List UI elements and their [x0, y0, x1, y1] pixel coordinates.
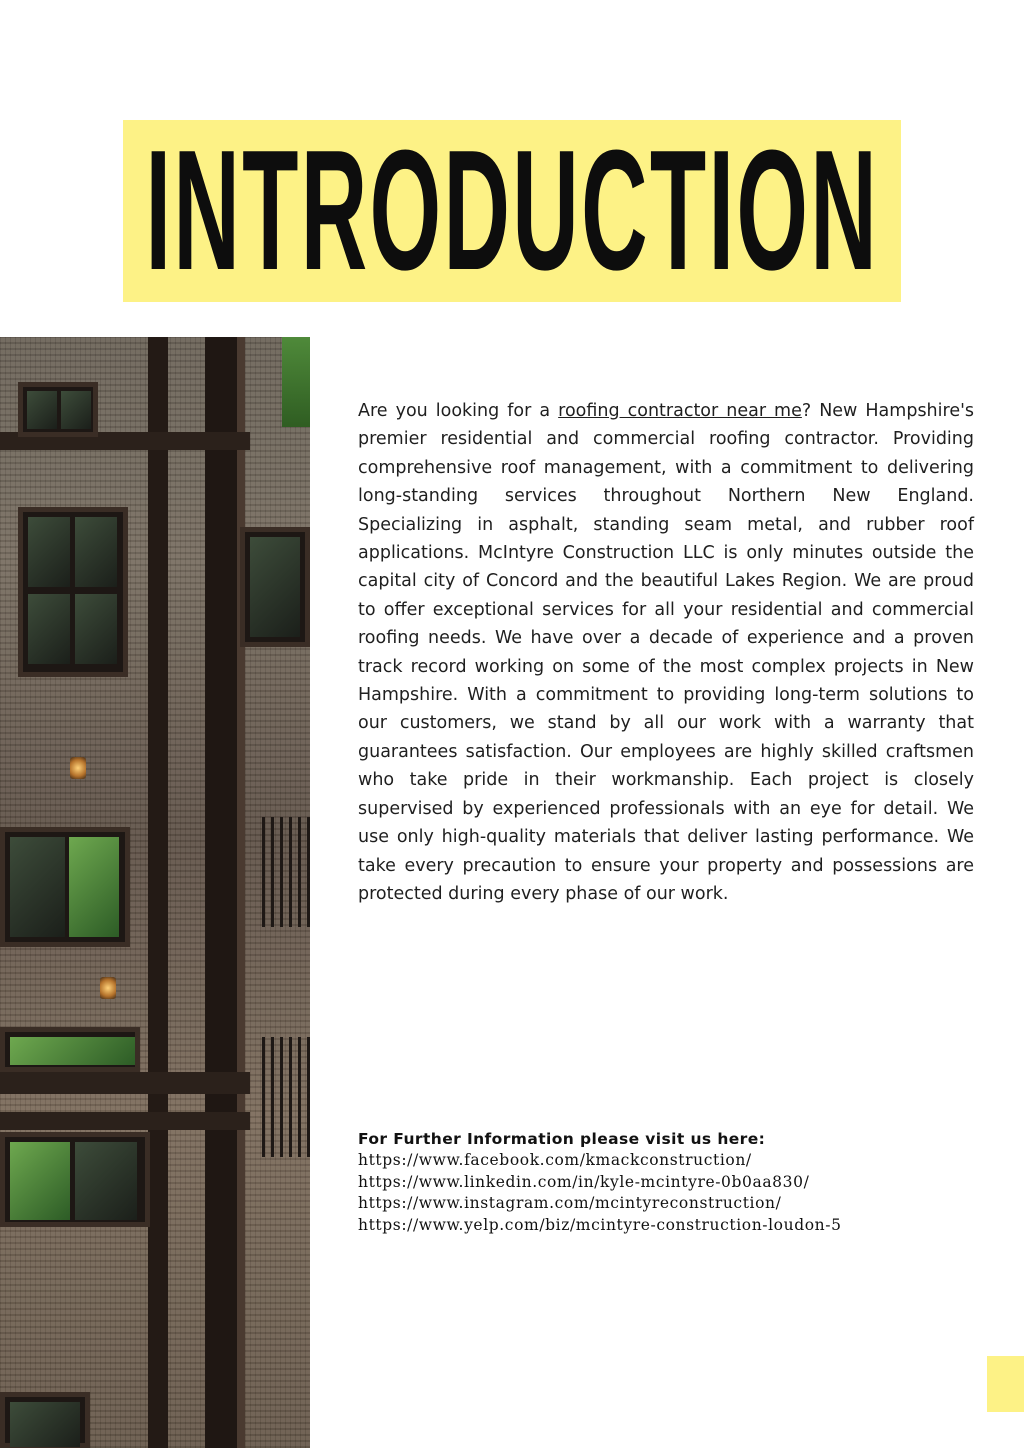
social-links-list — [358, 1150, 998, 1236]
title-banner — [123, 120, 901, 302]
further-info-heading: For Further Information please visit us here: — [358, 1130, 766, 1148]
page-title: INTRODUCTION — [145, 120, 879, 302]
photo-window — [18, 507, 128, 677]
photo-window — [240, 527, 310, 647]
intro-text-rest: ? New Hampshire's premier residential and commercial roofing contractor. Providing comprehensive roof management, with a commitment to delivering long-standing services throughout Northern New England. Specializing in asphalt, standing seam metal, and rubber roof applications. McIntyre Construction LLC is only minutes outside the capital city of Concord and the beautiful Lakes Region. We are proud to offer exceptional services for all your residential and commercial roofing needs. We have over a decade of experience and a proven track record working on some of the most complex projects in New Hampshire. With a commitment to providing long-term solutions to our customers, we stand by all our work with a warranty that guarantees satisfaction. Our employees are highly skilled craftsmen who take pride in their workmanship. Each project is closely supervised by experienced professionals with an eye for detail. We use only high-quality materials that deliver lasting performance. We take every precaution to ensure your property and possessions are protected during every phase of our work. — [358, 401, 975, 904]
photo-post — [148, 337, 168, 1448]
photo-railing — [262, 817, 310, 927]
photo-window — [0, 1027, 140, 1072]
instagram-link[interactable]: https://www.instagram.com/mcintyreconstruction/ — [358, 1194, 782, 1212]
photo-post — [205, 337, 237, 1448]
intro-paragraph — [358, 397, 974, 908]
intro-text-start: Are you looking for a — [358, 401, 559, 421]
photo-window — [0, 827, 130, 947]
facebook-link[interactable]: https://www.facebook.com/kmackconstruction/ — [358, 1151, 752, 1169]
linkedin-link[interactable]: https://www.linkedin.com/in/kyle-mcintyre-0b0aa830/ — [358, 1172, 810, 1191]
photo-window — [0, 1132, 150, 1227]
wall-lamp-icon — [100, 977, 116, 999]
building-photo — [0, 337, 310, 1448]
photo-window — [0, 1392, 90, 1448]
further-info-section — [358, 1128, 998, 1236]
photo-beam — [0, 1112, 250, 1130]
photo-railing — [262, 1037, 310, 1157]
tree-foliage — [282, 337, 310, 427]
photo-beam — [0, 1072, 250, 1094]
photo-window — [18, 382, 98, 437]
yelp-link[interactable]: https://www.yelp.com/biz/mcintyre-construction-loudon-5 — [358, 1215, 842, 1234]
wall-lamp-icon — [70, 757, 86, 779]
roofing-contractor-link[interactable]: roofing contractor near me — [558, 401, 802, 421]
corner-accent-block — [987, 1356, 1024, 1412]
photo-post — [237, 337, 245, 1448]
